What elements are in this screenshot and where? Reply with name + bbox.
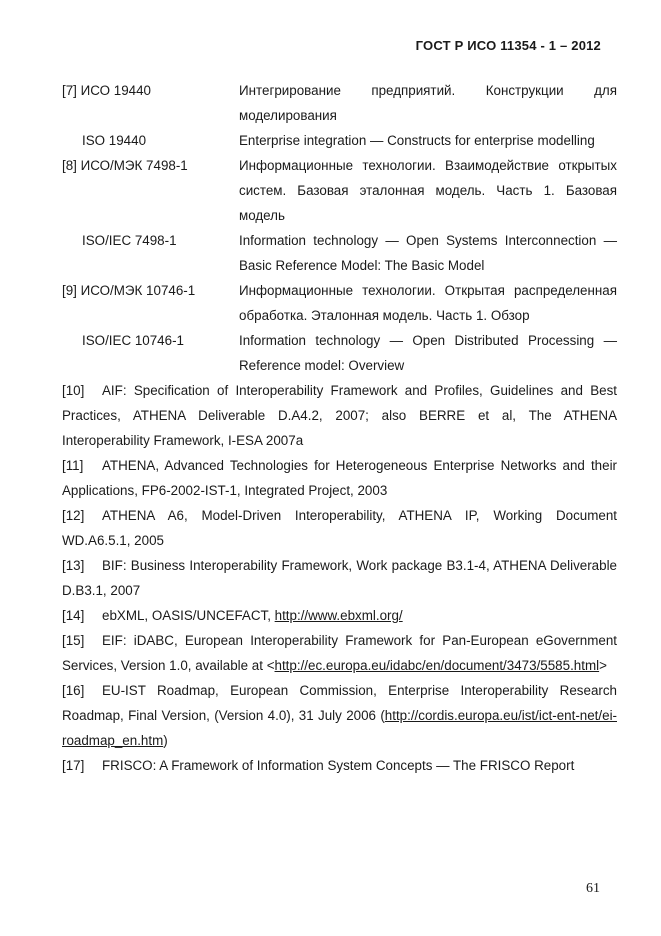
reference-text: ATHENA, Advanced Technologies for Heterogeneous Enterprise Networks and their Applications, FP6-2002-IST-1, Integrated Project, 2003 <box>62 458 617 498</box>
reference-code: ISO/IEC 10746-1 <box>82 333 184 348</box>
reference-description: Информационные технологии. Открытая распределенная обработка. Эталонная модель. Часть 1. Обзор <box>239 283 617 323</box>
reference-text: EIF: iDABC, European Interoperability Framework for Pan-European eGovernment Services, Version 1.0, available at < <box>62 633 617 673</box>
reference-pair-8-ru <box>62 153 617 228</box>
reference-entry-10 <box>62 378 617 453</box>
reference-text-after: ) <box>163 733 168 748</box>
reference-text: BIF: Business Interoperability Framework, Work package B3.1-4, ATHENA Deliverable D.B3.1, 2007 <box>62 558 617 598</box>
reference-number: [15] <box>62 633 85 648</box>
reference-pair-7-en <box>62 128 617 153</box>
reference-number: [14] <box>62 608 85 623</box>
reference-link[interactable]: http://www.ebxml.org/ <box>274 608 403 623</box>
reference-description: Information technology — Open Distributed Processing — Reference model: Overview <box>239 333 617 373</box>
reference-code: [9] ИСО/МЭК 10746-1 <box>62 283 196 298</box>
reference-pair-8-en <box>62 228 617 278</box>
reference-text: ebXML, OASIS/UNCEFACT, <box>102 608 275 623</box>
reference-number: [10] <box>62 383 85 398</box>
reference-number: [17] <box>62 758 85 773</box>
reference-description: Enterprise integration — Constructs for enterprise modelling <box>239 133 595 148</box>
reference-number: [11] <box>62 458 84 473</box>
reference-entry-13 <box>62 553 617 603</box>
reference-number: [16] <box>62 683 85 698</box>
reference-text-after: > <box>599 658 607 673</box>
reference-code: [8] ИСО/МЭК 7498-1 <box>62 158 188 173</box>
reference-number: [13] <box>62 558 85 573</box>
page-number: 61 <box>586 881 600 896</box>
reference-link[interactable]: http://ec.europa.eu/idabc/en/document/3473/5585.html <box>274 658 600 673</box>
document-header: ГОСТ Р ИСО 11354 - 1 – 2012 <box>415 38 601 53</box>
reference-description: Интегрирование предприятий. Конструкции для моделирования <box>239 83 617 123</box>
reference-description: Information technology — Open Systems Interconnection — Basic Reference Model: The Basic Model <box>239 233 617 273</box>
reference-text: ATHENA A6, Model-Driven Interoperability, ATHENA IP, Working Document WD.A6.5.1, 2005 <box>62 508 617 548</box>
reference-code: [7] ИСО 19440 <box>62 83 151 98</box>
reference-entry-12 <box>62 503 617 553</box>
reference-pair-7-ru <box>62 78 617 128</box>
reference-description: Информационные технологии. Взаимодействие открытых систем. Базовая эталонная модель. Часть 1. Базовая модель <box>239 158 617 223</box>
reference-code: ISO 19440 <box>82 133 147 148</box>
reference-entry-16 <box>62 678 617 753</box>
reference-entry-14 <box>62 603 617 628</box>
reference-text: FRISCO: A Framework of Information System Concepts — The FRISCO Report <box>102 758 575 773</box>
reference-text: AIF: Specification of Interoperability Framework and Profiles, Guidelines and Best Practices, ATHENA Deliverable D.A4.2, 2007; also BERRE et al, The ATHENA Interoperability Framework, I-ESA 2007a <box>62 383 617 448</box>
reference-pair-9-en <box>62 328 617 378</box>
reference-entry-11 <box>62 453 617 503</box>
reference-list <box>62 78 617 778</box>
reference-code: ISO/IEC 7498-1 <box>82 233 177 248</box>
reference-pair-9-ru <box>62 278 617 328</box>
reference-entry-17 <box>62 753 617 778</box>
reference-number: [12] <box>62 508 85 523</box>
reference-entry-15 <box>62 628 617 678</box>
reference-link[interactable]: http://cordis.europa.eu/ist/ict-ent-net/ei-roadmap_en.htm <box>62 708 617 748</box>
reference-text: EU-IST Roadmap, European Commission, Enterprise Interoperability Research Roadmap, Final Version, (Version 4.0), 31 July 2006 ( <box>62 683 617 723</box>
